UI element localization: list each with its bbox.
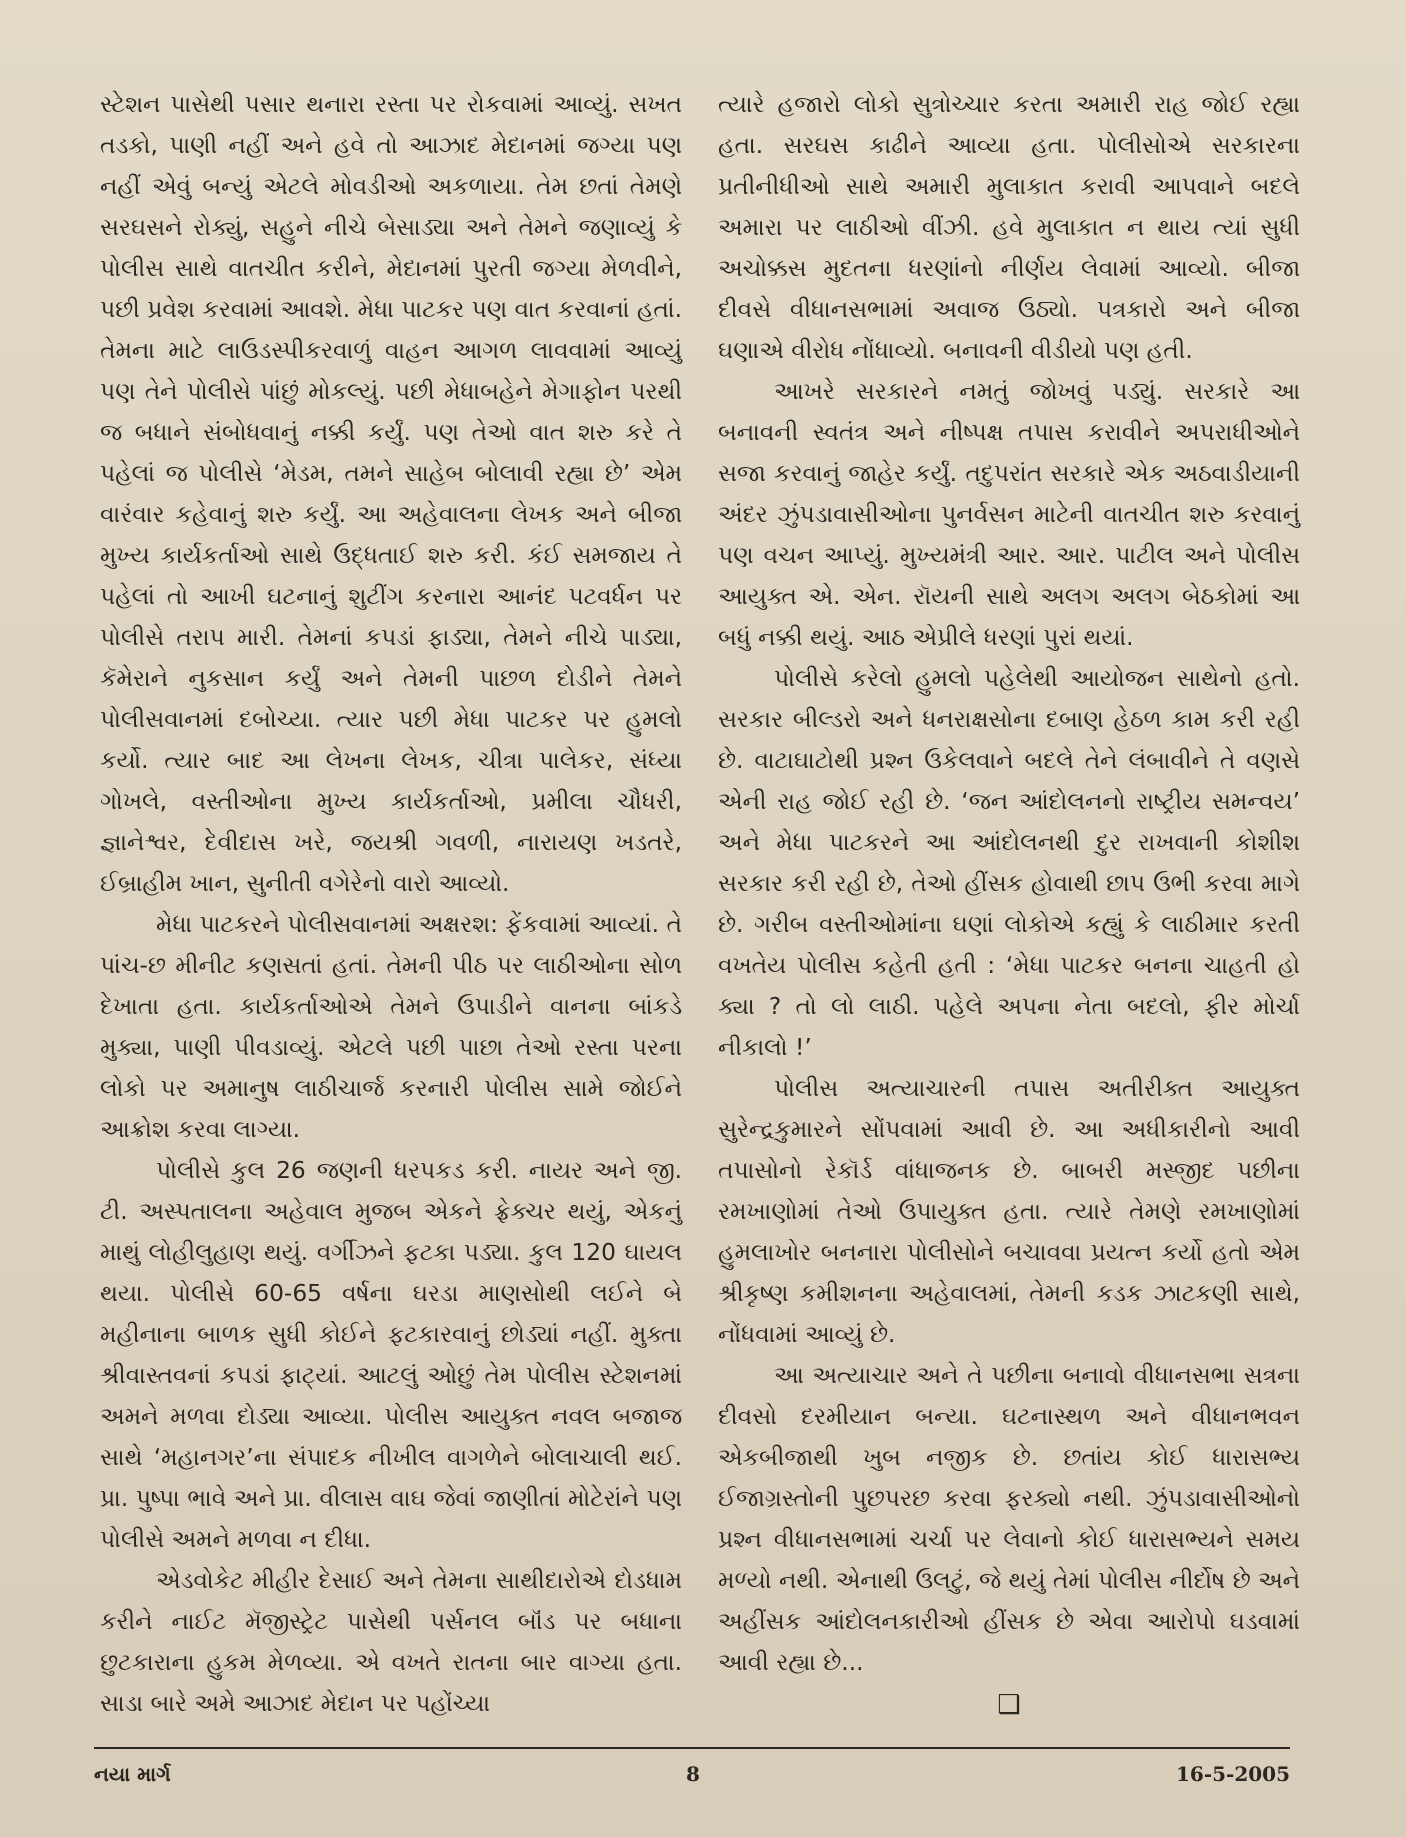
paragraph: પોલીસે કરેલો હુમલો પહેલેથી આયોજન સાથેનો હતો. સરકાર બીલ્ડરો અને ધનરાક્ષસોના દબાણ હેઠળ કામ કરી રહી છે. વાટાઘાટોથી પ્રશ્ન ઉકેલવાને બદલે તેને લંબાવીને તે વણસે એની રાહ જોઈ રહી છે. ‘જન આંદોલનનો રાષ્ટ્રીય સમન્વય’ અને મેધા પાટકરને આ આંદોલનથી દુર રાખવાની કોશીશ સરકાર કરી રહી છે, તેઓ હીંસક હોવાથી છાપ ઉભી કરવા માગે છે. ગરીબ વસ્તીઓમાંના ઘણાં લોકોએ કહ્યું કે લાઠીમાર કરતી વખતેય પોલીસ કહેતી હતી : ‘મેધા પાટકર બનના ચાહતી હો ક્યા ? તો લો લાઠી. પહેલે અપના નેતા બદલો, ફીર મોર્ચા નીકાલો !’ (718, 665, 1300, 1061)
paragraph: સ્ટેશન પાસેથી પસાર થનારા રસ્તા પર રોકવામાં આવ્યું. સખત તડકો, પાણી નહીં અને હવે તો આઝાદ મેદાનમાં જગ્યા પણ નહીં એવું બન્યું એટલે મોવડીઓ અકળાયા. તેમ છતાં તેમણે સરઘસને રોક્યું, સહુને નીચે બેસાડ્યા અને તેમને જણાવ્યું કે પોલીસ સાથે વાતચીત કરીને, મેદાનમાં પુરતી જગ્યા મેળવીને, પછી પ્રવેશ કરવામાં આવશે. મેધા પાટકર પણ વાત કરવાનાં હતાં. તેમના માટે લાઉડસ્પીકરવાળું વાહન આગળ લાવવામાં આવ્યું પણ તેને પોલીસે પાંછું મોકલ્યું. પછી મેધાબહેને મેગાફોન પરથી જ બધાને સંબોધવાનું નક્કી કર્યું. પણ તેઓ વાત શરુ કરે તે પહેલાં જ પોલીસે ‘મેડમ, તમને સાહેબ બોલાવી રહ્યા છે’ એમ વારંવાર કહેવાનું શરુ કર્યું. આ અહેવાલના લેખક અને બીજા મુખ્ય કાર્યકર્તાઓ સાથે ઉદ્ધતાઈ શરુ કરી. કંઈ સમજાય તે પહેલાં તો આખી ઘટનાનું શુટીંગ કરનારા આનંદ પટવર્ધન પર પોલીસે તરાપ મારી. તેમનાં કપડાં ફાડ્યા, તેમને નીચે પાડ્યા, કૅમેરાને નુકસાન કર્યું અને તેમની પાછળ દોડીને તેમને પોલીસવાનમાં દબોચ્યા. ત્યાર પછી મેધા પાટકર પર હુમલો કર્યો. ત્યાર બાદ આ લેખના લેખક, ચીત્રા પાલેકર, સંધ્યા ગોખલે, વસ્તીઓના મુખ્ય કાર્યકર્તાઓ, પ્રમીલા ચૌધરી, જ્ઞાનેશ્વર, દેવીદાસ ખરે, જયશ્રી ગવળી, નારાયણ ખડતરે, ઈબ્રાહીમ ખાન, સુનીતી વગેરેનો વારો આવ્યો. (100, 91, 682, 897)
left-column (100, 84, 682, 1724)
paragraph: એડવોકેટ મીહીર દેસાઈ અને તેમના સાથીદારોએ દોડધામ કરીને નાઈટ મૅજીસ્ટ્રેટ પાસેથી પર્સનલ બૉંડ પર બધાના છુટકારાના હુકમ મેળવ્યા. એ વખતે રાતના બાર વાગ્યા હતા. સાડા બારે અમે આઝાદ મેદાન પર પહોંચ્યા (100, 1567, 682, 1717)
paragraph: આખરે સરકારને નમતું જોખવું પડ્યું. સરકારે આ બનાવની સ્વતંત્ર અને નીષ્પક્ષ તપાસ કરાવીને અપરાધીઓને સજા કરવાનું જાહેર કર્યું. તદુપરાંત સરકારે એક અઠવાડીયાની અંદર ઝુંપડાવાસીઓના પુનર્વસન માટેની વાતચીત શરુ કરવાનું પણ વચન આપ્યું. મુખ્યમંત્રી આર. આર. પાટીલ અને પોલીસ આયુક્ત એ. એન. રૉયની સાથે અલગ અલગ બેઠકોમાં આ બધું નક્કી થયું. આઠ એપ્રીલે ધરણાં પુરાં થયાં. (718, 378, 1300, 651)
paragraph: પોલીસે કુલ 26 જણની ધરપકડ કરી. નાયર અને જી. ટી. અસ્પતાલના અહેવાલ મુજબ એકને ફ્રેક્ચર થયું, એકનું માથું લોહીલુહાણ થયું. વર્ગીઝને ફટકા પડ્યા. કુલ 120 ઘાયલ થયા. પોલીસે 60-65 વર્ષના ઘરડા માણસોથી લઈને બે મહીનાના બાળક સુધી કોઈને ફટકારવાનું છોડ્યાં નહીં. મુક્તા શ્રીવાસ્તવનાં કપડાં ફાટ્યાં. આટલું ઓછું તેમ પોલીસ સ્ટેશનમાં અમને મળવા દોડ્યા આવ્યા. પોલીસ આયુક્ત નવલ બજાજ સાથે ‘મહાનગર’ના સંપાદક નીખીલ વાગળેને બોલાચાલી થઈ. પ્રા. પુષ્પા ભાવે અને પ્રા. વીલાસ વાઘ જેવાં જાણીતાં મોટેરાંને પણ પોલીસે અમને મળવા ન દીધા. (100, 1157, 682, 1553)
footer-divider (94, 1747, 1290, 1749)
paragraph: મેધા પાટકરને પોલીસવાનમાં અક્ષરશ: ફેંકવામાં આવ્યાં. તે પાંચ-છ મીનીટ કણસતાં હતાં. તેમની પીઠ પર લાઠીઓના સોળ દેખાતા હતા. કાર્યકર્તાઓએ તેમને ઉપાડીને વાનના બાંકડે મુક્યા, પાણી પીવડાવ્યું. એટલે પછી પાછા તેઓ રસ્તા પરના લોકો પર અમાનુષ લાઠીચાર્જ કરનારી પોલીસ સામે જોઈને આક્રોશ કરવા લાગ્યા. (100, 911, 682, 1143)
paragraph: પોલીસ અત્યાચારની તપાસ અતીરીક્ત આયુક્ત સુરેન્દ્રકુમારને સોંપવામાં આવી છે. આ અધીકારીનો આવી તપાસોનો રેકૉર્ડ વાંધાજનક છે. બાબરી મસ્જીદ પછીના રમખાણોમાં તેઓ ઉપાયુક્ત હતા. ત્યારે તેમણે રમખાણોમાં હુમલાખોર બનનારા પોલીસોને બચાવવા પ્રયત્ન કર્યો હતો એમ શ્રીકૃષ્ણ કમીશનના અહેવાલમાં, તેમની કડક ઝાટકણી સાથે, નોંધવામાં આવ્યું છે. (718, 1075, 1300, 1348)
paragraph: આ અત્યાચાર અને તે પછીના બનાવો વીધાનસભા સત્રના દીવસો દરમીયાન બન્યા. ઘટનાસ્થળ અને વીધાનભવન એકબીજાથી ખુબ નજીક છે. છતાંય કોઈ ધારાસભ્ય ઈજાગ્રસ્તોની પુછપરછ કરવા ફરક્યો નથી. ઝુંપડાવાસીઓનો પ્રશ્ન વીધાનસભામાં ચર્ચા પર લેવાનો કોઈ ધારાસભ્યને સમય મળ્યો નથી. એનાથી ઉલટું, જે થયું તેમાં પોલીસ નીર્દોષ છે અને અહીંસક આંદોલનકારીઓ હીંસક છે એવા આરોપો ઘડવામાં આવી રહ્યા છે... (718, 1362, 1300, 1676)
article-body (100, 84, 1300, 1724)
paragraph: ત્યારે હજારો લોકો સુત્રોચ્ચાર કરતા અમારી રાહ જોઈ રહ્યા હતા. સરઘસ કાઢીને આવ્યા હતા. પોલીસોએ સરકારના પ્રતીનીધીઓ સાથે અમારી મુલાકાત કરાવી આપવાને બદલે અમારા પર લાઠીઓ વીંઝી. હવે મુલાકાત ન થાય ત્યાં સુધી અચોક્કસ મુદતના ધરણાંનો નીર્ણય લેવામાં આવ્યો. બીજા દીવસે વીધાનસભામાં અવાજ ઉઠ્યો. પત્રકારો અને બીજા ઘણાએ વીરોધ નોંધાવ્યો. બનાવની વીડીયો પણ હતી. (718, 91, 1300, 364)
end-of-article-icon: ❑ (997, 1690, 1021, 1720)
page-number: 8 (686, 1762, 700, 1786)
right-column (718, 84, 1300, 1724)
publication-name: નયા માર્ગ (94, 1762, 171, 1786)
issue-date: 16-5-2005 (1175, 1762, 1290, 1786)
